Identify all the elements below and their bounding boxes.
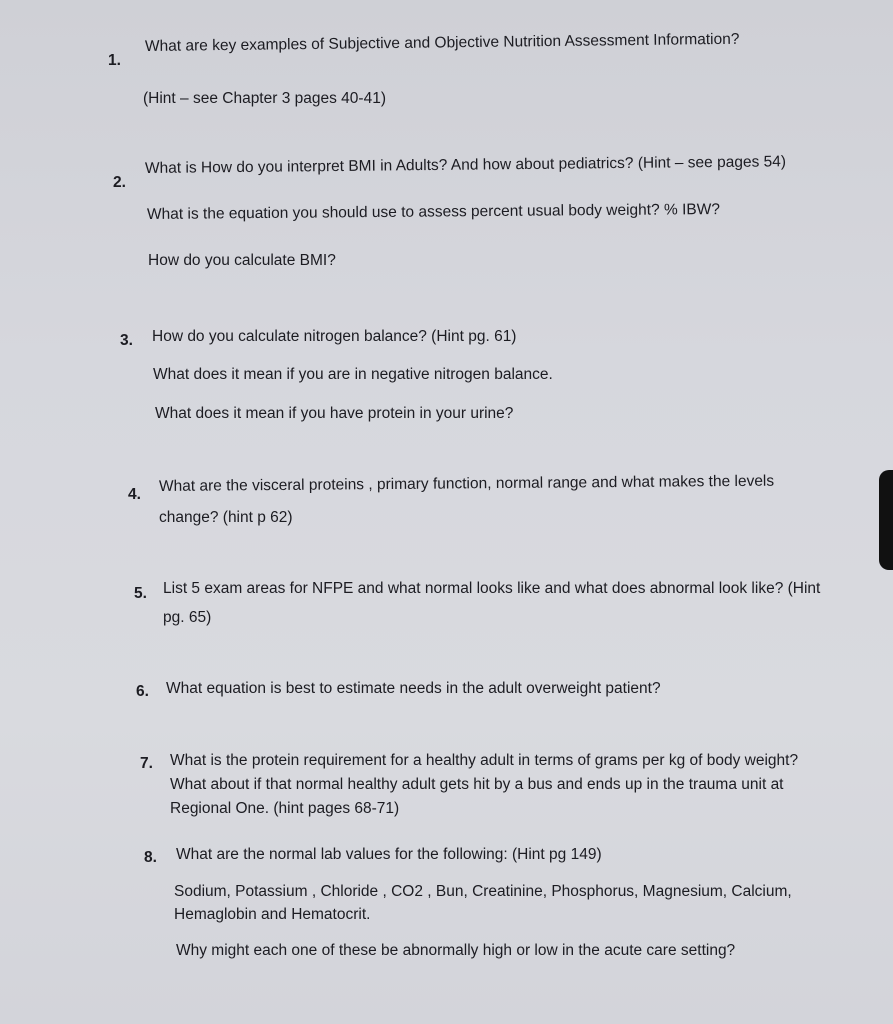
question-4-text: What are the visceral proteins , primary function, normal range and what makes the levels	[158, 472, 775, 495]
question-1-number: 1.	[108, 52, 121, 69]
question-5-text: List 5 exam areas for NFPE and what normal looks like and what does abnormal look like? (Hint	[163, 580, 821, 597]
question-3-number: 3.	[120, 332, 133, 349]
question-8-lab-list-cont: Hemaglobin and Hematocrit.	[174, 906, 371, 923]
question-3-subtext-2: What does it mean if you have protein in your urine?	[155, 405, 514, 422]
question-6-text: What equation is best to estimate needs in the adult overweight patient?	[166, 680, 661, 697]
question-8-number: 8.	[144, 849, 157, 866]
question-2-number: 2.	[113, 174, 126, 191]
question-5-number: 5.	[134, 585, 147, 602]
question-8-text: What are the normal lab values for the following: (Hint pg 149)	[176, 846, 602, 863]
question-1-text: What are key examples of Subjective and Objective Nutrition Assessment Information?	[144, 30, 740, 55]
question-3-text: How do you calculate nitrogen balance? (Hint pg. 61)	[152, 328, 517, 345]
screen-edge-shadow	[879, 470, 893, 570]
question-8-followup: Why might each one of these be abnormally high or low in the acute care setting?	[176, 942, 736, 959]
question-7-text: What is the protein requirement for a healthy adult in terms of grams per kg of body weight?	[170, 752, 799, 769]
question-3-subtext-1: What does it mean if you are in negative nitrogen balance.	[153, 366, 553, 383]
question-7-text-cont-1: What about if that normal healthy adult gets hit by a bus and ends up in the trauma unit at	[170, 776, 784, 793]
question-2-text: What is How do you interpret BMI in Adults? And how about pediatrics? (Hint – see pages 54)	[144, 153, 787, 177]
question-4-text-cont: change? (hint p 62)	[159, 509, 293, 526]
question-4-number: 4.	[128, 486, 141, 503]
question-2-subtext-2: How do you calculate BMI?	[148, 252, 336, 269]
question-2-subtext-1: What is the equation you should use to assess percent usual body weight? % IBW?	[146, 201, 721, 223]
question-1-hint: (Hint – see Chapter 3 pages 40-41)	[143, 90, 386, 107]
question-7-number: 7.	[140, 755, 153, 772]
question-7-text-cont-2: Regional One. (hint pages 68-71)	[170, 800, 400, 817]
question-5-text-cont: pg. 65)	[163, 609, 212, 626]
question-8-lab-list: Sodium, Potassium , Chloride , CO2 , Bun, Creatinine, Phosphorus, Magnesium, Calcium,	[174, 883, 792, 900]
question-6-number: 6.	[136, 683, 149, 700]
